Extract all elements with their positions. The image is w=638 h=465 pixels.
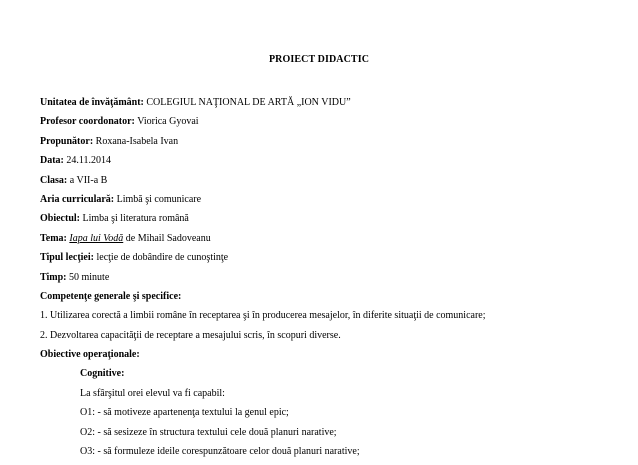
tipul-value: lecţie de dobândire de cunoştinţe [93,252,229,264]
obiectiv-item: O2: - să sesizeze în structura textului cele două planuri narative; [80,426,337,438]
unitatea-value: COLEGIUL NAŢIONAL DE ARTĂ „ION VIDU” [143,97,351,108]
propunator-label: Propunător: [40,135,94,147]
clasa-value: a VII-a B [67,174,108,186]
profesor-value: Viorica Gyovai [134,116,199,128]
tipul-label: Tipul lecţiei: [40,252,94,264]
competenta-item: 2. Dezvoltarea capacităţii de receptare a mesajului scris, în scopuri diverse. [40,329,341,341]
competenta-item: 1. Utilizarea corectă a limbii române în receptarea şi în producerea mesajelor, în diferite situaţii de comunicare; [40,310,486,322]
aria-label: Aria curriculară: [40,193,115,205]
obiectul-value: Limba şi literatura română [80,213,189,225]
profesor-line [40,116,630,135]
obiective-label: Obiective operaţionale: [40,349,140,361]
timp-label: Timp: [40,271,67,283]
data-label: Data: [40,155,64,167]
tema-work-title: Iapa lui Vodă [69,232,124,244]
tema-line [40,233,630,252]
competente-heading [40,291,630,310]
tema-label: Tema: [40,232,67,244]
unitatea-line [40,97,630,116]
tema-rest: de Mihail Sadoveanu [123,232,211,244]
aria-value: Limbă şi comunicare [114,193,202,205]
unitatea-label: Unitatea de învăţământ: [40,97,144,108]
cognitive-label: Cognitive: [80,368,125,380]
obiectul-label: Obiectul: [40,213,80,225]
clasa-label: Clasa: [40,174,68,186]
document-title: PROIECT DIDACTIC [268,54,370,65]
tipul-line [40,252,630,271]
propunator-line [40,136,630,155]
clasa-line [40,175,630,194]
obiectul-line [40,213,630,232]
competente-label: Competenţe generale şi specifice: [40,290,182,302]
data-value: 24.11.2014 [63,155,112,167]
timp-line [40,272,630,291]
obiectiv-item: O1: - să motiveze apartenenţa textului la genul epic; [80,407,289,419]
obiectiv-item: O3: - să formuleze ideile corespunzătoare celor două planuri narative; [80,446,360,458]
data-line [40,155,630,174]
propunator-value: Roxana-Isabela Ivan [93,135,179,147]
document-body [40,97,630,465]
timp-value: 50 minute [66,271,110,283]
obiective-intro: La sfârşitul orei elevul va fi capabil: [80,387,225,399]
cognitive-subheading [40,368,630,387]
profesor-label: Profesor coordonator: [40,116,135,128]
aria-line [40,194,630,213]
obiective-heading [40,349,630,368]
